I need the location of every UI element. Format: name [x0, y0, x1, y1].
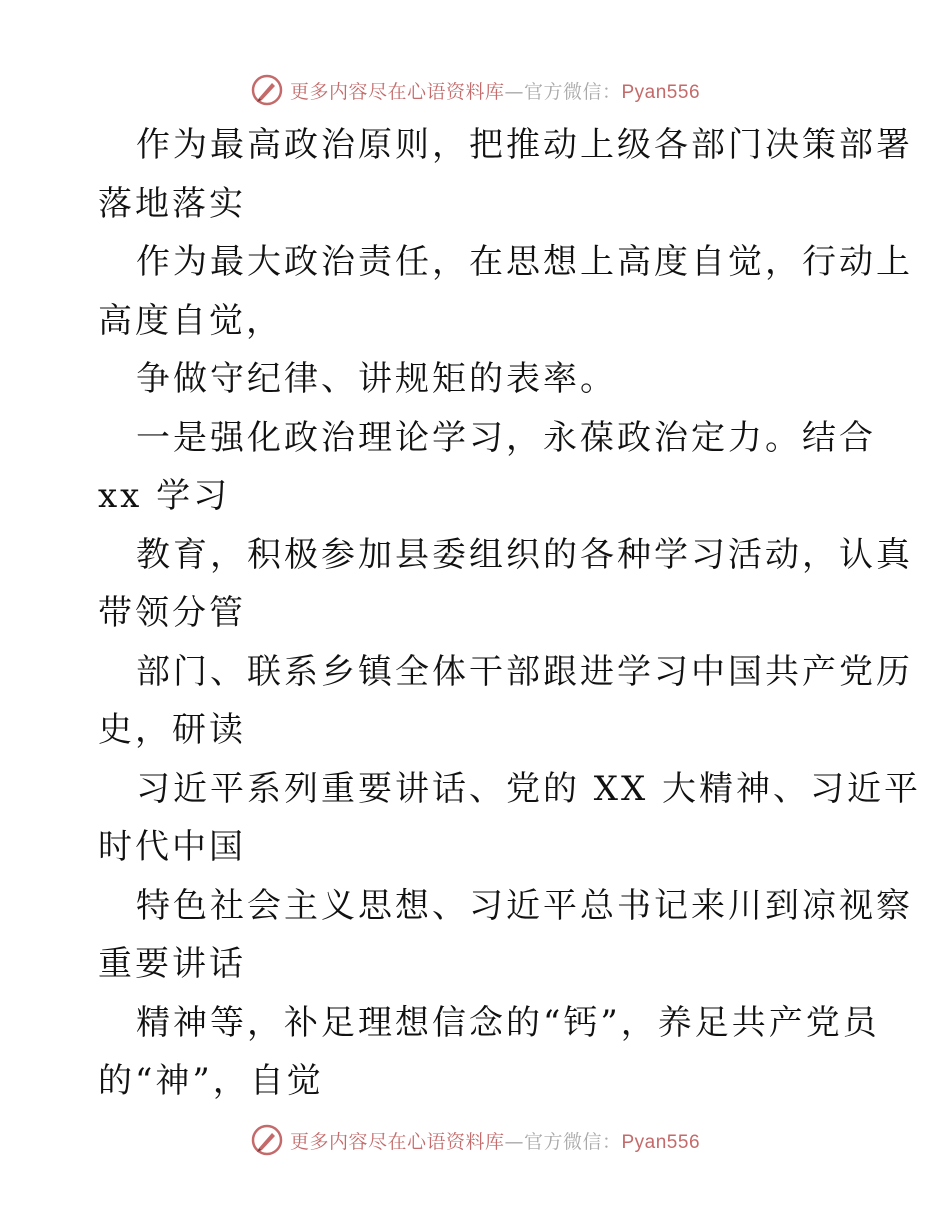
text-line: 一是强化政治理论学习，永葆政治定力。结合: [136, 417, 876, 458]
text-line: 习近平系列重要讲话、党的 XX 大精神、习近平: [136, 768, 922, 809]
text-line: 重要讲话: [98, 944, 246, 984]
text-line: 的“神”，自觉: [98, 1061, 324, 1101]
text-line: 时代中国: [98, 827, 246, 867]
text-line: 带领分管: [98, 593, 246, 633]
footer-watermark: [0, 1120, 950, 1160]
text-line: 作为最高政治原则，把推动上级各部门决策部署: [136, 125, 913, 165]
text-line: 高度自觉，: [98, 300, 283, 341]
text-line: xx 学习: [98, 476, 231, 516]
text-line: 教育，积极参加县委组织的各种学习活动，认真: [136, 534, 913, 575]
text-line: 精神等，补足理想信念的“钙”，养足共产党员: [136, 1002, 880, 1043]
pen-logo-icon: [250, 73, 284, 107]
text-line: 作为最大政治责任，在思想上高度自觉，行动上: [136, 242, 913, 282]
text-line: 争做守纪律、讲规矩的表率。: [136, 359, 617, 399]
document-body: [98, 116, 922, 1111]
watermark-text: 更多内容尽在心语资料库—官方微信：Pyan556: [289, 1130, 701, 1153]
pen-logo-icon: [250, 1123, 284, 1157]
text-line: 部门、联系乡镇全体干部跟进学习中国共产党历: [136, 651, 913, 692]
text-line: 落地落实: [98, 183, 246, 224]
header-watermark: [0, 70, 950, 110]
watermark-text: 更多内容尽在心语资料库—官方微信：Pyan556: [289, 80, 701, 103]
text-line: 特色社会主义思想、习近平总书记来川到凉视察: [136, 885, 913, 926]
text-line: 史，研读: [98, 710, 246, 750]
